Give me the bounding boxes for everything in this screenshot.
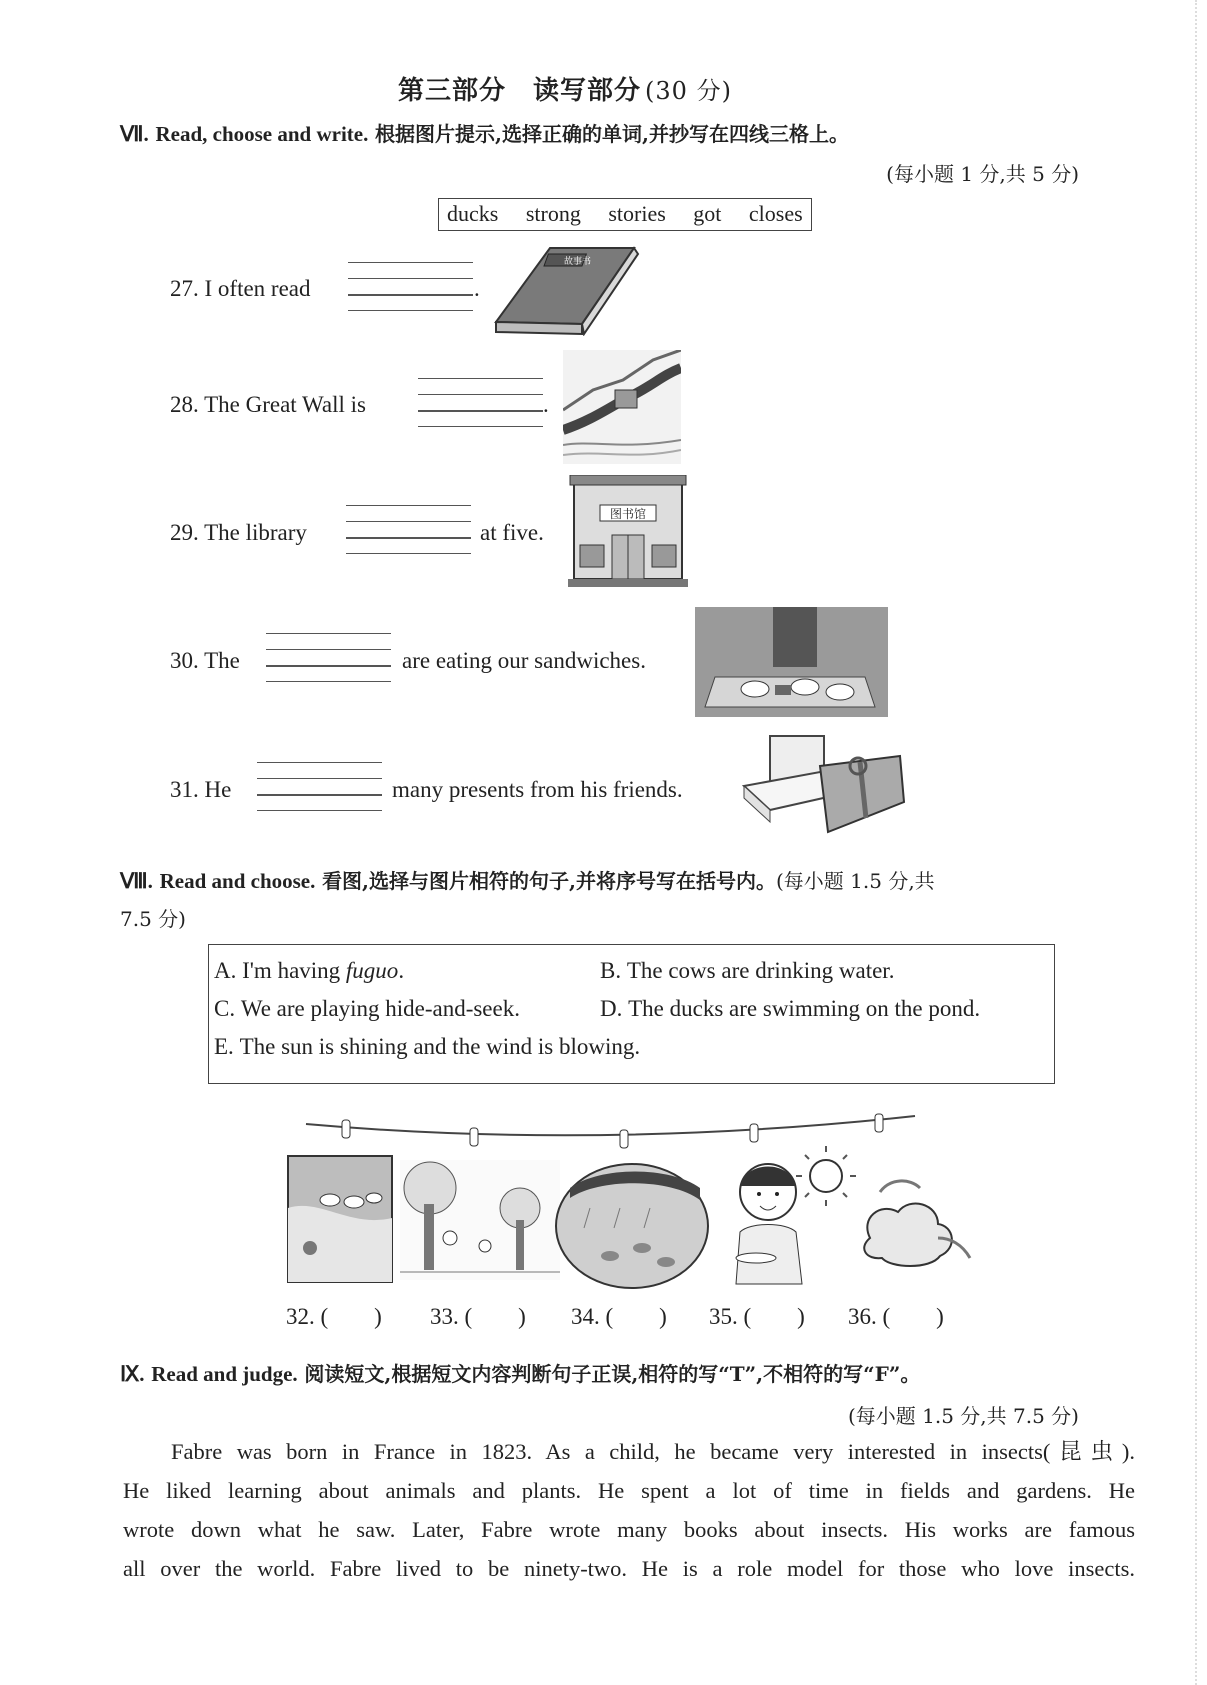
question-number: 29. bbox=[170, 520, 199, 545]
word-bank-item: got bbox=[693, 201, 722, 226]
answer-lines-30[interactable] bbox=[266, 633, 391, 683]
question-28-end: . bbox=[543, 392, 549, 417]
option-letter: D. bbox=[600, 996, 623, 1021]
word-bank bbox=[438, 198, 812, 231]
question-number: 27. bbox=[170, 276, 199, 301]
picture-32-cows bbox=[288, 1156, 392, 1282]
question-text: He bbox=[204, 777, 232, 802]
option-text: The cows are drinking water. bbox=[626, 958, 895, 983]
question-text: The bbox=[204, 648, 240, 673]
ducks-picnic-illustration bbox=[695, 607, 888, 717]
part-title-text: 第三部分 读写部分 bbox=[398, 76, 642, 106]
passage-line: He liked learning about animals and plants. He spent a lot of time in fields and gardens. He bbox=[123, 1478, 1135, 1503]
page-edge-dots bbox=[1195, 0, 1199, 1685]
option-e bbox=[214, 1034, 640, 1060]
question-number: 30. bbox=[170, 648, 199, 673]
picture-34-ducks-pond bbox=[556, 1164, 708, 1288]
question-text: I often read bbox=[204, 276, 311, 301]
question-number: 31. bbox=[170, 777, 199, 802]
section-8-title-en: Read and choose. bbox=[159, 869, 316, 893]
great-wall-illustration bbox=[563, 350, 681, 464]
option-letter: A. bbox=[214, 958, 237, 983]
answer-34[interactable]: 34. ( ) bbox=[571, 1304, 667, 1329]
option-d bbox=[600, 996, 980, 1022]
option-letter: C. bbox=[214, 996, 236, 1021]
section-9-title-en: Read and judge. bbox=[151, 1362, 298, 1386]
answer-lines-31[interactable] bbox=[257, 762, 382, 812]
part-score: (30 分) bbox=[645, 77, 732, 105]
answer-lines-29[interactable] bbox=[346, 505, 471, 555]
section-7-title-cn: 根据图片提示,选择正确的单词,并抄写在四线三格上。 bbox=[375, 122, 849, 146]
section-9-points: (每小题 1.5 分,共 7.5 分) bbox=[847, 1404, 1079, 1428]
option-text: The ducks are swimming on the pond. bbox=[628, 996, 981, 1021]
word-bank-item: strong bbox=[525, 201, 581, 226]
picture-35-boy-eating bbox=[736, 1164, 802, 1284]
question-27 bbox=[170, 276, 311, 302]
option-c bbox=[214, 996, 520, 1022]
section-7-heading bbox=[120, 118, 849, 147]
word-bank-item: stories bbox=[608, 201, 666, 226]
peg-icon bbox=[750, 1124, 758, 1142]
peg-icon bbox=[875, 1114, 883, 1132]
option-letter: E. bbox=[214, 1034, 234, 1059]
peg-icon bbox=[620, 1130, 628, 1148]
question-29-end: at five. bbox=[480, 520, 544, 545]
part-title bbox=[0, 70, 1130, 107]
question-28 bbox=[170, 392, 366, 418]
option-text: The sun is shining and the wind is blowing. bbox=[239, 1034, 641, 1059]
word-bank-item: closes bbox=[748, 201, 803, 226]
question-number: 28. bbox=[170, 392, 199, 417]
section-7-title-en: Read, choose and write. bbox=[155, 122, 369, 146]
option-text: I'm having bbox=[242, 958, 346, 983]
section-9-heading bbox=[120, 1358, 920, 1387]
section-7-points: (每小题 1 分,共 5 分) bbox=[886, 162, 1079, 186]
peg-icon bbox=[470, 1128, 478, 1146]
answer-36[interactable]: 36. ( ) bbox=[848, 1304, 944, 1329]
word-bank-item: ducks bbox=[447, 201, 499, 226]
answer-35[interactable]: 35. ( ) bbox=[709, 1304, 805, 1329]
presents-illustration bbox=[740, 732, 906, 842]
answer-lines-28[interactable] bbox=[418, 378, 543, 428]
answer-33[interactable]: 33. ( ) bbox=[430, 1304, 526, 1329]
question-31-end: many presents from his friends. bbox=[392, 777, 683, 802]
option-letter: B. bbox=[600, 958, 622, 983]
storybook-label-text: 故事书 bbox=[564, 257, 592, 267]
section-7-numeral: Ⅶ. bbox=[120, 122, 149, 146]
question-30 bbox=[170, 648, 240, 674]
section-8-heading bbox=[120, 865, 1130, 894]
option-a bbox=[214, 958, 404, 984]
question-30-end: are eating our sandwiches. bbox=[402, 648, 646, 673]
storybook-illustration bbox=[492, 244, 642, 336]
answer-32[interactable]: 32. ( ) bbox=[286, 1304, 382, 1329]
section-9-numeral: Ⅸ. bbox=[120, 1362, 145, 1386]
passage-line: all over the world. Fabre lived to be ninety-two. He is a role model for those who love insects. bbox=[123, 1556, 1135, 1581]
library-sign-text: 图书馆 bbox=[610, 507, 647, 521]
question-29 bbox=[170, 520, 307, 546]
option-text: We are playing hide-and-seek. bbox=[240, 996, 520, 1021]
picture-clothesline bbox=[270, 1108, 990, 1298]
library-illustration bbox=[568, 475, 688, 589]
section-8-title-cn: 看图,选择与图片相符的句子,并将序号写在括号内。 bbox=[322, 869, 776, 893]
option-text-end: . bbox=[398, 958, 405, 983]
answer-lines-27[interactable] bbox=[348, 262, 473, 312]
option-b bbox=[600, 958, 894, 984]
passage-line: Fabre was born in France in 1823. As a child, he became very interested in insects(昆虫). bbox=[171, 1439, 1135, 1464]
picture-33-hide-and-seek bbox=[400, 1160, 560, 1280]
question-text: The Great Wall is bbox=[204, 392, 366, 417]
reading-passage bbox=[123, 1432, 1135, 1588]
section-8-points-inline: (每小题 1.5 分,共 bbox=[776, 869, 935, 893]
section-8-points-wrap: 7.5 分) bbox=[120, 907, 186, 931]
section-9-title-cn: 阅读短文,根据短文内容判断句子正误,相符的写“T”,不相符的写“F”。 bbox=[304, 1362, 921, 1386]
passage-line: wrote down what he saw. Later, Fabre wrote many books about insects. His works are famous bbox=[123, 1517, 1135, 1542]
clothesline-rope bbox=[306, 1116, 915, 1135]
section-8-numeral: Ⅷ. bbox=[120, 869, 153, 893]
option-text-italic: fuguo bbox=[345, 958, 399, 983]
question-text: The library bbox=[204, 520, 307, 545]
peg-icon bbox=[342, 1120, 350, 1138]
question-27-end: . bbox=[474, 276, 480, 301]
picture-36-sun-wind bbox=[796, 1146, 970, 1266]
question-31 bbox=[170, 777, 231, 803]
